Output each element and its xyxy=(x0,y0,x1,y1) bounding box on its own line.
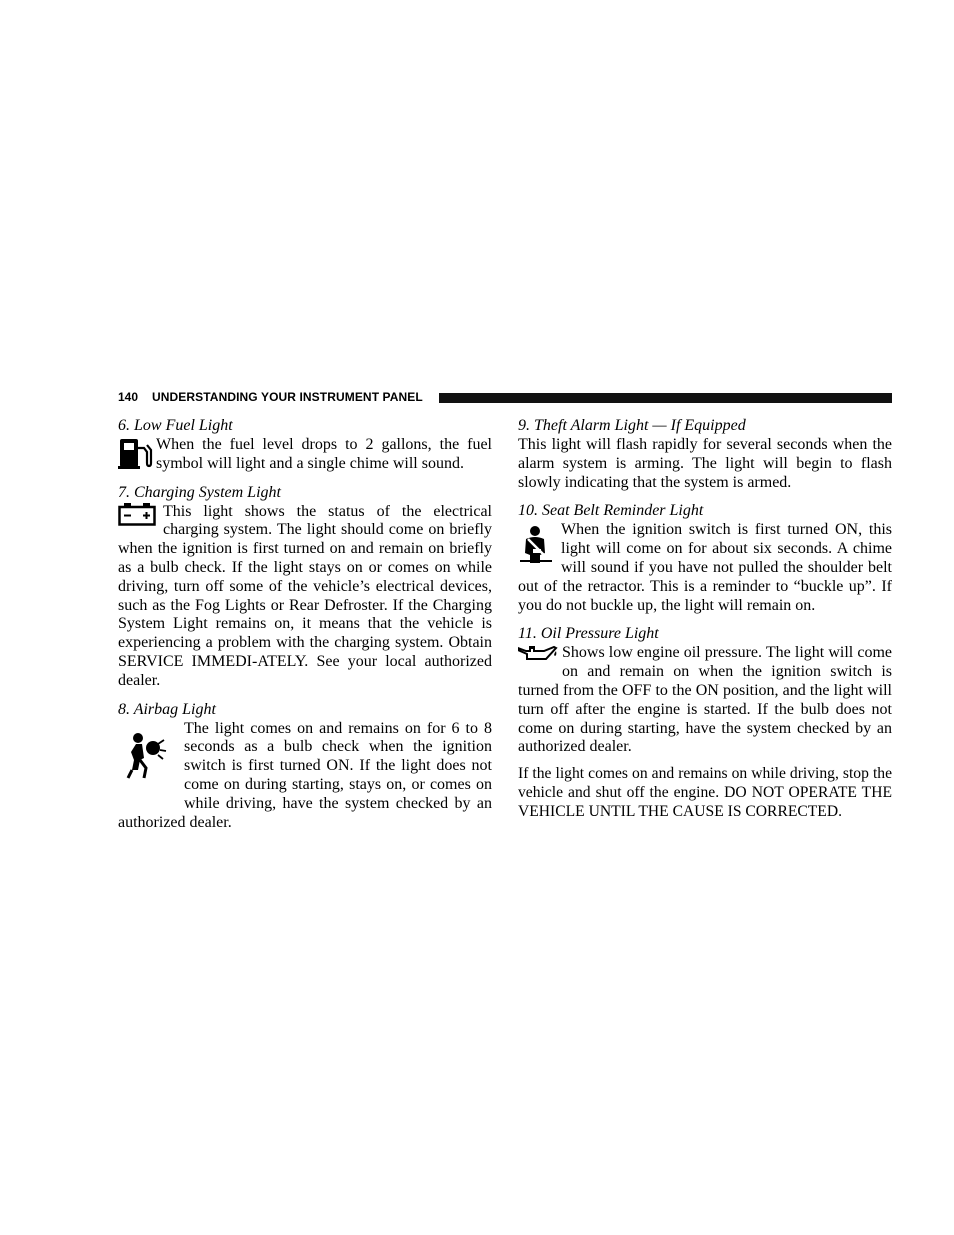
section-heading: 7. Charging System Light xyxy=(118,483,281,501)
fuel-pump-icon xyxy=(118,436,156,472)
section-text-warning: If the light comes on and remains on while driving, stop the vehicle and shut off the engine. DO NOT OPERATE THE VEHICLE UNTIL THE CAUSE IS CORRECTED. xyxy=(518,765,892,820)
airbag-icon xyxy=(118,720,184,796)
section-heading: 11. Oil Pressure Light xyxy=(518,625,659,643)
airbag-section xyxy=(118,701,492,833)
page-header xyxy=(118,389,892,407)
section-text: This light shows the status of the electrical charging system. The light should come on briefly when the ignition is first turned on and remain on briefly as a bulb check. If the light stays on or comes on while driving, turn off some of the vehicle’s electrical devices, such as the Fog Lights or Rear Defroster. If the Charging System Light remains on, it means that the vehicle is experiencing a problem with the charging system. Obtain SERVICE IMMEDI-ATELY. See your local authorized dealer. xyxy=(118,502,492,689)
header-rule xyxy=(439,393,892,403)
section-title: UNDERSTANDING YOUR INSTRUMENT PANEL xyxy=(152,390,423,404)
section-text: When the fuel level drops to 2 gallons, the fuel symbol will light and a single chime will sound. xyxy=(156,436,492,472)
seat-belt-section xyxy=(518,502,892,615)
battery-icon xyxy=(118,503,163,527)
page-number: 140 xyxy=(118,390,139,404)
section-text: This light will flash rapidly for several seconds when the alarm system is arming. The light will begin to flash slowly indicating that the system is armed. xyxy=(518,436,892,491)
section-heading: 6. Low Fuel Light xyxy=(118,417,233,434)
section-text: The light comes on and remains on for 6 to 8 seconds as a bulb check when the ignition switch is first turned ON. If the light does not come on during starting, stays on, or comes on while driving, have the system checked by an authorized dealer. xyxy=(118,719,492,831)
oil-can-icon xyxy=(518,644,562,681)
section-heading: 8. Airbag Light xyxy=(118,700,216,718)
right-column xyxy=(518,417,892,822)
low-fuel-section xyxy=(118,417,492,474)
section-text: Shows low engine oil pressure. The light will come on and remain on when the ignition switch is turned from the OFF to the ON position, and the light will turn off after the engine is started. If the bulb does not come on during starting, have the system checked by an authorized dealer. xyxy=(518,644,892,756)
section-heading: 9. Theft Alarm Light — If Equipped xyxy=(518,417,746,434)
section-text: When the ignition switch is first turned ON, this light will come on for about six seconds. A chime will sound if you have not pulled the shoulder belt out of the retractor. This is a reminder to “buckle up”. If you do not buckle up, the light will remain on. xyxy=(518,521,892,614)
oil-pressure-section xyxy=(518,625,892,821)
theft-alarm-section xyxy=(518,417,892,492)
seatbelt-icon xyxy=(518,521,561,577)
charging-section xyxy=(118,484,492,691)
section-heading: 10. Seat Belt Reminder Light xyxy=(518,502,704,520)
left-column xyxy=(118,417,492,832)
